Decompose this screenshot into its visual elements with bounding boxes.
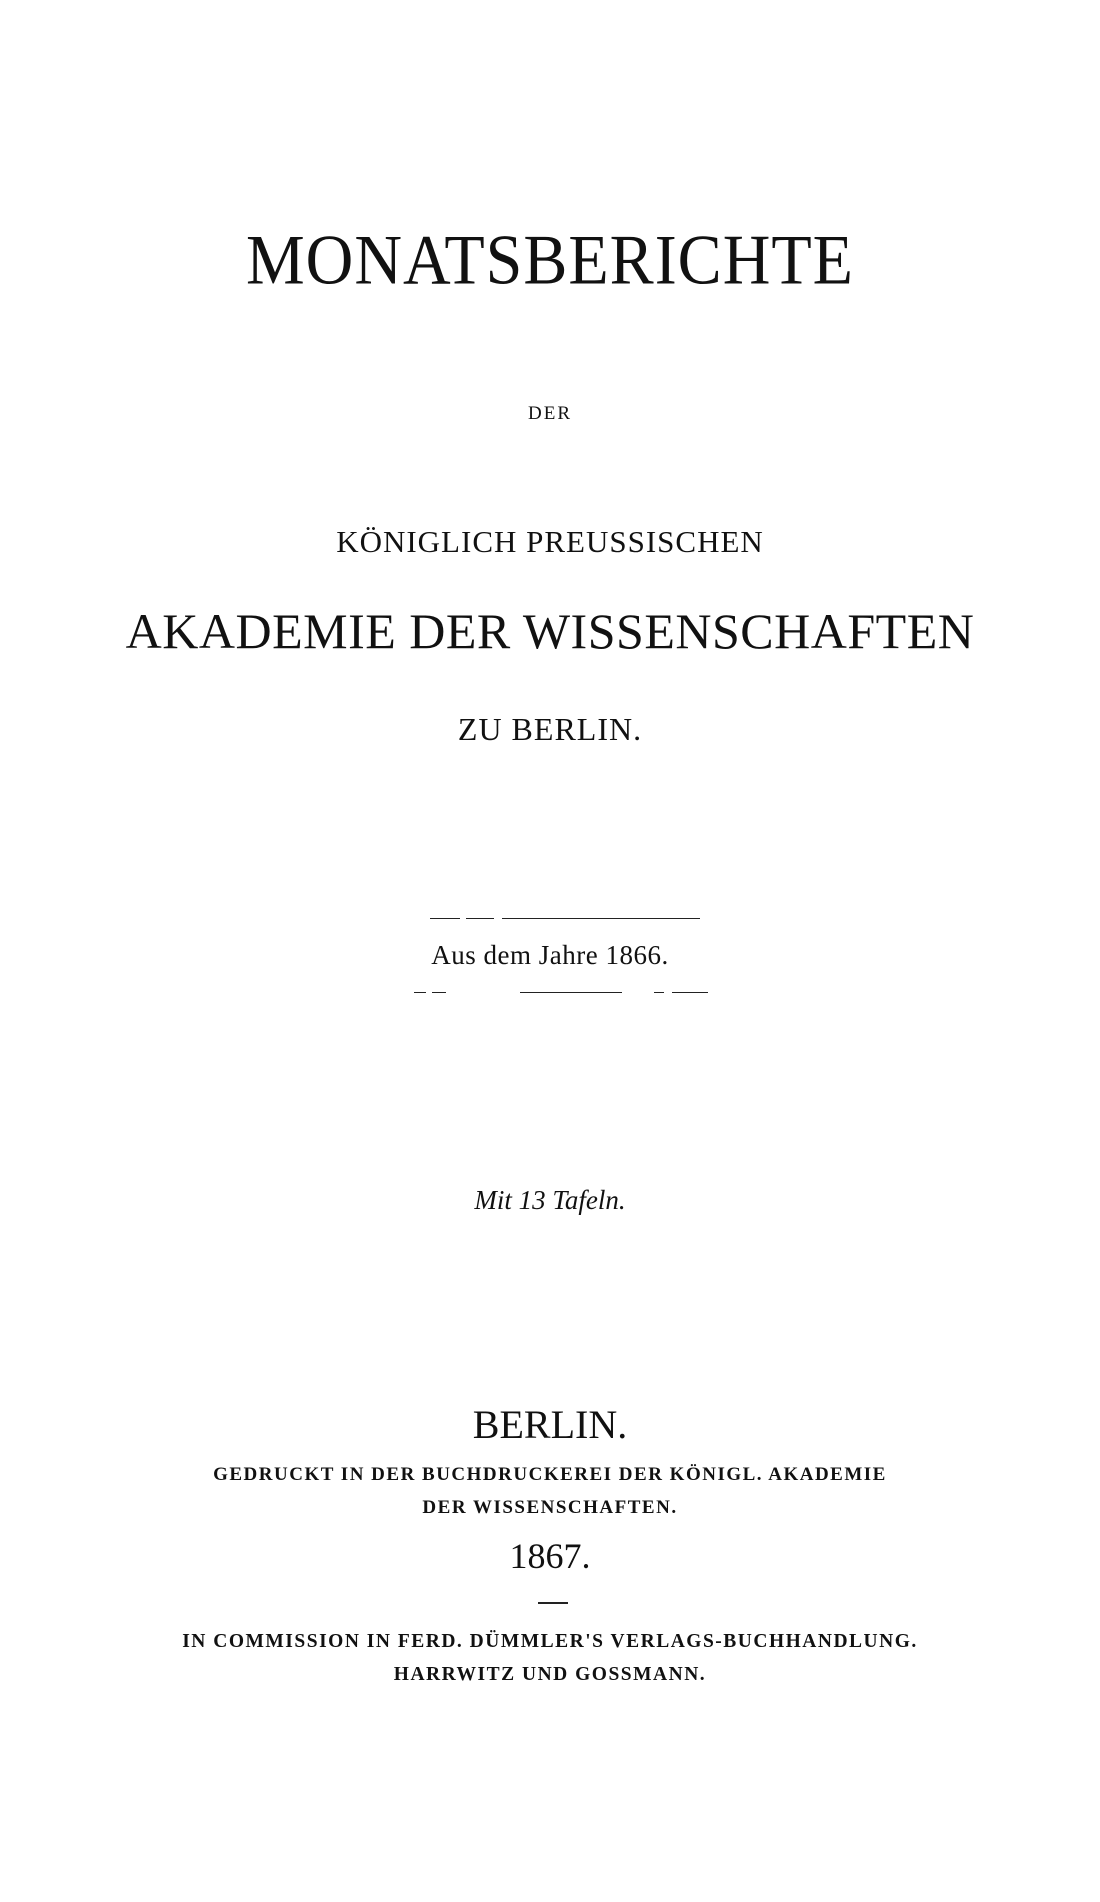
rule-bottom-segment-5	[672, 992, 708, 993]
rule-top-segment-3	[502, 918, 700, 919]
rule-bottom-segment-1	[414, 992, 426, 993]
rule-top-segment-2	[466, 918, 494, 919]
printer-line-1: GEDRUCKT IN DER BUCHDRUCKEREI DER KÖNIGL. AKADEMIE	[213, 1464, 887, 1485]
subtitle-line-3: ZU BERLIN.	[457, 711, 643, 747]
year-label: Aus dem Jahre 1866.	[431, 940, 669, 970]
imprint-city: BERLIN.	[472, 1402, 628, 1447]
printer-line-2: DER WISSENSCHAFTEN.	[422, 1497, 678, 1518]
page-title: MONATSBERICHTE	[245, 221, 855, 300]
rule-bottom-segment-2	[432, 992, 446, 993]
plates-note: Mit 13 Tafeln.	[474, 1185, 626, 1215]
subtitle-line-2: AKADEMIE DER WISSENSCHAFTEN	[125, 603, 975, 659]
imprint-year: 1867.	[509, 1536, 591, 1576]
rule-bottom-segment-4	[654, 992, 664, 993]
commission-line-1: IN COMMISSION IN FERD. DÜMMLER'S VERLAGS-BUCHHANDLUNG.	[182, 1631, 918, 1652]
imprint-divider	[538, 1602, 568, 1604]
commission-line-2: HARRWITZ UND GOSSMANN.	[393, 1664, 707, 1685]
rule-bottom-segment-3	[520, 992, 622, 993]
rule-top-segment-1	[430, 918, 460, 919]
title-connector: DER	[528, 403, 572, 424]
subtitle-line-1: KÖNIGLICH PREUSSISCHEN	[336, 524, 764, 559]
